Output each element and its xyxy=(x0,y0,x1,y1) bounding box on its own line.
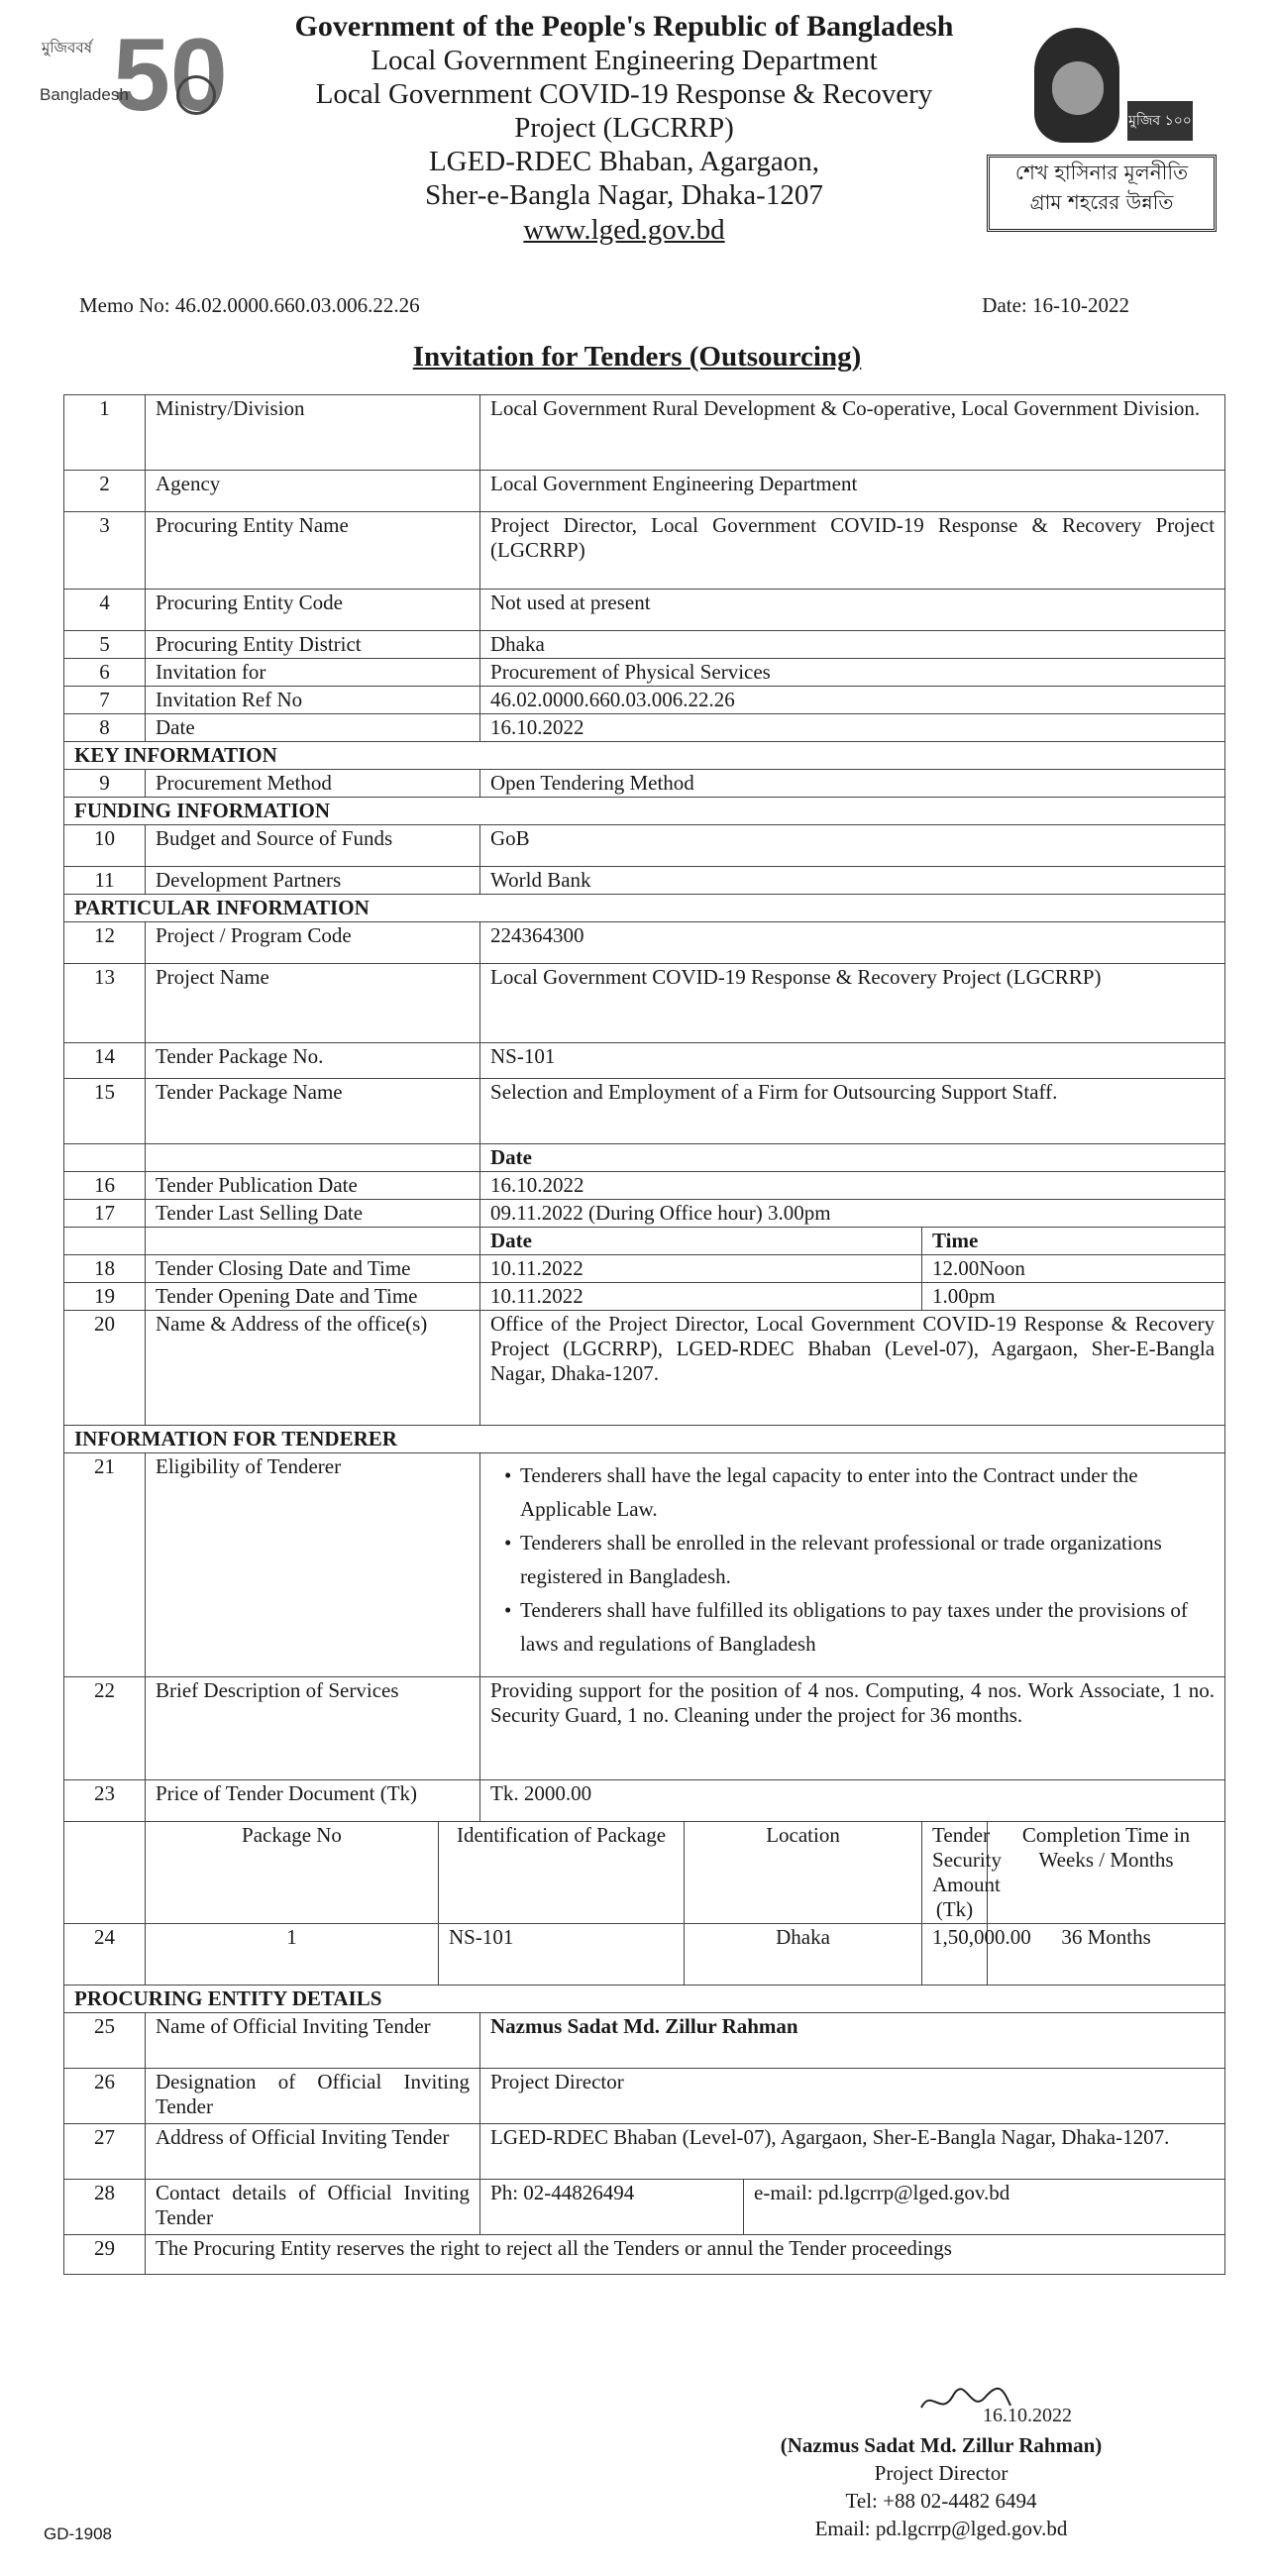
package-row xyxy=(64,1924,1225,1986)
section-header-row xyxy=(64,895,1225,922)
row-number: 2 xyxy=(64,471,146,512)
row-label: Brief Description of Services xyxy=(146,1677,480,1780)
header-project-line2: Project (LGCRRP) xyxy=(514,112,734,144)
location-header: Location xyxy=(685,1822,922,1924)
section-header-row xyxy=(64,798,1225,825)
identification-header: Identification of Package xyxy=(439,1822,685,1924)
row-number: 9 xyxy=(64,770,146,798)
date-column-header: Date xyxy=(480,1144,1225,1172)
footer-code: GD-1908 xyxy=(44,2524,112,2543)
row-label: Invitation for xyxy=(146,659,480,687)
table-row xyxy=(64,631,1225,659)
row-value: Not used at present xyxy=(480,590,1225,631)
slogan-line1: শেখ হাসিনার মূলনীতি xyxy=(1014,161,1189,184)
list-item: • Tenderers shall have the legal capacity to enter into the Contract under the Applicable Law. xyxy=(520,1458,1215,1526)
header-text xyxy=(248,10,1001,248)
table-row xyxy=(64,471,1225,512)
signatory-telephone: Tel: +88 02-4482 6494 xyxy=(845,2489,1037,2513)
seal-icon xyxy=(176,75,216,115)
section-particular-information: PARTICULAR INFORMATION xyxy=(64,895,1225,922)
table-row xyxy=(64,1172,1225,1200)
table-row xyxy=(64,1144,1225,1172)
table-row xyxy=(64,1200,1225,1228)
section-key-information: KEY INFORMATION xyxy=(64,742,1225,770)
row-value: Tk. 2000.00 xyxy=(480,1780,1225,1822)
table-row xyxy=(64,1255,1225,1283)
row-value: Project Director xyxy=(480,2069,1225,2124)
row-label: Budget and Source of Funds xyxy=(146,825,480,867)
completion-time-header: Completion Time in Weeks / Months xyxy=(988,1822,1225,1924)
row-number: 1 xyxy=(64,395,146,471)
row-value: Local Government Rural Development & Co-operative, Local Government Division. xyxy=(480,395,1225,471)
row-value: GoB xyxy=(480,825,1225,867)
row-label: Tender Package Name xyxy=(146,1079,480,1144)
logo-bangla-text: মুজিববর্ষ xyxy=(42,39,93,56)
package-location: Dhaka xyxy=(685,1924,922,1986)
slogan-line2: গ্রাম শহরের উন্নতি xyxy=(1029,190,1174,214)
row-value: Selection and Employment of a Firm for Outsourcing Support Staff. xyxy=(480,1079,1225,1144)
header-address-line2: Sher-e-Bangla Nagar, Dhaka-1207 xyxy=(425,179,823,211)
row-value: 46.02.0000.660.03.006.22.26 xyxy=(480,687,1225,714)
row-value: 16.10.2022 xyxy=(480,714,1225,742)
eligibility-list-cell xyxy=(480,1453,1225,1677)
row-value: The Procuring Entity reserves the right to reject all the Tenders or annul the Tender proceedings xyxy=(146,2235,1225,2275)
tender-security-amount: 1,50,000.00 xyxy=(922,1924,988,1986)
signature-date: 16.10.2022 xyxy=(983,2405,1072,2426)
table-row xyxy=(64,395,1225,471)
table-row xyxy=(64,1453,1225,1677)
row-number: 13 xyxy=(64,964,146,1043)
table-row xyxy=(64,2069,1225,2124)
mujib-100-badge: মুজিব ১০০ xyxy=(1127,101,1193,141)
letterhead xyxy=(0,10,1274,268)
eligibility-list xyxy=(490,1454,1215,1664)
row-label: Agency xyxy=(146,471,480,512)
table-row xyxy=(64,512,1225,590)
row-label: Address of Official Inviting Tender xyxy=(146,2124,480,2180)
list-item: • Tenderers shall be enrolled in the relevant professional or trade organizations registered in Bangladesh. xyxy=(520,1526,1215,1593)
row-label: Name & Address of the office(s) xyxy=(146,1311,480,1426)
slogan-box xyxy=(987,155,1217,232)
row-value: Dhaka xyxy=(480,631,1225,659)
header-government: Government of the People's Republic of Bangladesh xyxy=(294,10,954,43)
logo-country-text: Bangladesh xyxy=(40,85,129,104)
row-number: 3 xyxy=(64,512,146,590)
row-value: Local Government Engineering Department xyxy=(480,471,1225,512)
portrait-image xyxy=(1018,24,1197,149)
row-number: 11 xyxy=(64,867,146,895)
row-label: Tender Package No. xyxy=(146,1043,480,1079)
row-value: NS-101 xyxy=(480,1043,1225,1079)
row-number: 10 xyxy=(64,825,146,867)
memo-date: Date: 16-10-2022 xyxy=(982,293,1129,317)
row-label: Tender Opening Date and Time xyxy=(146,1283,480,1311)
row-number: 14 xyxy=(64,1043,146,1079)
row-value: Project Director, Local Government COVID-19 Response & Recovery Project (LGCRRP) xyxy=(480,512,1225,590)
row-number: 21 xyxy=(64,1453,146,1677)
header-website-link[interactable]: www.lged.gov.bd xyxy=(523,214,725,246)
closing-date: 10.11.2022 xyxy=(480,1255,922,1283)
signatory-email[interactable]: Email: pd.lgcrrp@lged.gov.bd xyxy=(814,2517,1068,2540)
header-project-line1: Local Government COVID-19 Response & Recovery xyxy=(315,78,933,110)
date-column-header: Date xyxy=(480,1228,922,1255)
row-label: Tender Last Selling Date xyxy=(146,1200,480,1228)
row-label: Invitation Ref No xyxy=(146,687,480,714)
list-item: • Tenderers shall have fulfilled its obligations to pay taxes under the provisions of laws and regulations of Bangladesh xyxy=(520,1593,1215,1661)
closing-time: 12.00Noon xyxy=(922,1255,1225,1283)
logo-number: 50 xyxy=(113,18,228,133)
row-number: 25 xyxy=(64,2013,146,2069)
row-label: Name of Official Inviting Tender xyxy=(146,2013,480,2069)
table-row xyxy=(64,714,1225,742)
section-procuring-entity-details: PROCURING ENTITY DETAILS xyxy=(64,1986,1225,2013)
table-row xyxy=(64,590,1225,631)
row-number: 12 xyxy=(64,922,146,964)
package-no-header: Package No xyxy=(146,1822,439,1924)
row-number: 5 xyxy=(64,631,146,659)
row-number: 16 xyxy=(64,1172,146,1200)
row-label: Date xyxy=(146,714,480,742)
official-name: Nazmus Sadat Md. Zillur Rahman xyxy=(480,2013,1225,2069)
row-label: Project Name xyxy=(146,964,480,1043)
row-label: Procuring Entity District xyxy=(146,631,480,659)
time-column-header: Time xyxy=(922,1228,1225,1255)
row-number: 4 xyxy=(64,590,146,631)
row-number: 22 xyxy=(64,1677,146,1780)
row-value: Local Government COVID-19 Response & Recovery Project (LGCRRP) xyxy=(480,964,1225,1043)
mujib-year-50-logo xyxy=(36,18,228,133)
row-value: Procurement of Physical Services xyxy=(480,659,1225,687)
table-row xyxy=(64,1079,1225,1144)
row-label: Procurement Method xyxy=(146,770,480,798)
row-value: World Bank xyxy=(480,867,1225,895)
row-value: 224364300 xyxy=(480,922,1225,964)
package-header-row xyxy=(64,1822,1225,1924)
section-header-row xyxy=(64,742,1225,770)
table-row xyxy=(64,2235,1225,2275)
table-row xyxy=(64,2180,1225,2235)
table-row xyxy=(64,770,1225,798)
row-number: 27 xyxy=(64,2124,146,2180)
table-row xyxy=(64,1283,1225,1311)
row-label: Tender Closing Date and Time xyxy=(146,1255,480,1283)
table-row xyxy=(64,1677,1225,1780)
section-header-row xyxy=(64,1426,1225,1453)
signatory-name: (Nazmus Sadat Md. Zillur Rahman) xyxy=(780,2433,1103,2457)
row-number: 20 xyxy=(64,1311,146,1426)
row-number: 7 xyxy=(64,687,146,714)
row-value: Office of the Project Director, Local Government COVID-19 Response & Recovery Project (LGCRRP), LGED-RDEC Bhaban (Level-07), Agargaon, Sher-E-Bangla Nagar, Dhaka-1207. xyxy=(480,1311,1225,1426)
row-number: 26 xyxy=(64,2069,146,2124)
table-row xyxy=(64,1311,1225,1426)
row-number: 28 xyxy=(64,2180,146,2235)
security-amount-header: Tender Security Amount (Tk) xyxy=(922,1822,988,1924)
section-header-row xyxy=(64,1986,1225,2013)
row-value: LGED-RDEC Bhaban (Level-07), Agargaon, Sher-E-Bangla Nagar, Dhaka-1207. xyxy=(480,2124,1225,2180)
row-label: Ministry/Division xyxy=(146,395,480,471)
row-number: 15 xyxy=(64,1079,146,1144)
row-number: 18 xyxy=(64,1255,146,1283)
package-no: 1 xyxy=(146,1924,439,1986)
table-row xyxy=(64,964,1225,1043)
completion-time: 36 Months xyxy=(988,1924,1225,1986)
opening-time: 1.00pm xyxy=(922,1283,1225,1311)
row-label: Development Partners xyxy=(146,867,480,895)
row-number: 6 xyxy=(64,659,146,687)
table-row xyxy=(64,1780,1225,1822)
row-number: 29 xyxy=(64,2235,146,2275)
table-row xyxy=(64,687,1225,714)
row-number: 24 xyxy=(64,1924,146,1986)
section-funding-information: FUNDING INFORMATION xyxy=(64,798,1225,825)
row-label: Project / Program Code xyxy=(146,922,480,964)
row-label: Price of Tender Document (Tk) xyxy=(146,1780,480,1822)
row-label: Tender Publication Date xyxy=(146,1172,480,1200)
signature-scribble xyxy=(911,2378,1139,2433)
row-label: Eligibility of Tenderer xyxy=(146,1453,480,1677)
table-row xyxy=(64,922,1225,964)
signatory-designation: Project Director xyxy=(874,2461,1009,2485)
table-row xyxy=(64,1228,1225,1255)
row-value: 16.10.2022 xyxy=(480,1172,1225,1200)
row-number: 23 xyxy=(64,1780,146,1822)
table-row xyxy=(64,2013,1225,2069)
row-label: Contact details of Official Inviting Tender xyxy=(146,2180,480,2235)
row-value: 09.11.2022 (During Office hour) 3.00pm xyxy=(480,1200,1225,1228)
row-label: Procuring Entity Code xyxy=(146,590,480,631)
contact-phone: Ph: 02-44826494 xyxy=(480,2180,744,2235)
header-department: Local Government Engineering Department xyxy=(371,45,878,76)
opening-date: 10.11.2022 xyxy=(480,1283,922,1311)
table-row xyxy=(64,659,1225,687)
tender-table xyxy=(63,394,1225,2275)
package-identification: NS-101 xyxy=(439,1924,685,1986)
section-information-for-tenderer: INFORMATION FOR TENDERER xyxy=(64,1426,1225,1453)
table-row xyxy=(64,2124,1225,2180)
signature-block xyxy=(684,2431,1199,2542)
table-row xyxy=(64,825,1225,867)
table-row xyxy=(64,1043,1225,1079)
row-value: Providing support for the position of 4 nos. Computing, 4 nos. Work Associate, 1 no. Security Guard, 1 no. Cleaning under the project for 36 months. xyxy=(480,1677,1225,1780)
row-value: Open Tendering Method xyxy=(480,770,1225,798)
row-label: Procuring Entity Name xyxy=(146,512,480,590)
portrait-face-icon xyxy=(1052,61,1104,115)
header-address-line1: LGED-RDEC Bhaban, Agargaon, xyxy=(428,146,820,177)
page-title: Invitation for Tenders (Outsourcing) xyxy=(412,341,862,373)
row-number: 17 xyxy=(64,1200,146,1228)
row-number: 8 xyxy=(64,714,146,742)
row-number: 19 xyxy=(64,1283,146,1311)
memo-number: Memo No: 46.02.0000.660.03.006.22.26 xyxy=(79,293,420,317)
contact-email: e-mail: pd.lgcrrp@lged.gov.bd xyxy=(744,2180,1225,2235)
table-row xyxy=(64,867,1225,895)
row-label: Designation of Official Inviting Tender xyxy=(146,2069,480,2124)
